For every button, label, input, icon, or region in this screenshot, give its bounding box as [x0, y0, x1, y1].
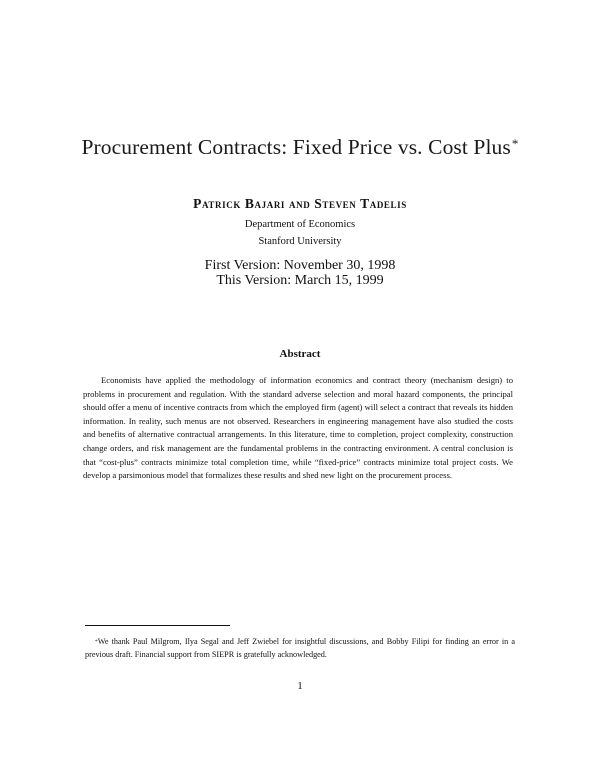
university: Stanford University — [258, 236, 342, 247]
title-text: Procurement Contracts: Fixed Price vs. Cost Plus — [81, 135, 511, 159]
authors: Patrick Bajari and Steven Tadelis — [193, 196, 407, 211]
department: Department of Economics — [244, 219, 356, 230]
abstract-heading: Abstract — [279, 348, 321, 360]
paper-title — [40, 134, 560, 160]
footnote — [85, 636, 515, 661]
footnote-divider — [85, 625, 230, 626]
footnote-text: We thank Paul Milgrom, Ilya Segal and Jeff Zwiebel for insightful discussions, and Bobby Filipi for finding an error in a previous draft. Financial support from SIEPR is gratefully acknowledged. — [85, 637, 515, 659]
abstract-body: Economists have applied the methodology of information economics and contract theory (mechanism design) to problems in procurement and regulation. With the standard adverse selection and moral hazard components, the principal should offer a menu of incentive contracts from which the employed firm (agent) will select a contract that reveals its hidden information. In reality, such menus are not observed. Researchers in engineering management have also studied the costs and benefits of alternative contractual arrangements. In this literature, time to completion, project complexity, construction change orders, and risk management are the fundamental problems in the contracting environment. A central conclusion is that “cost-plus” contracts minimize total completion time, while “fixed-price” contracts minimize total project costs. We develop a parsimonious model that formalizes these results and shed new light on the procurement process. — [83, 375, 513, 481]
page-number: 1 — [297, 680, 303, 692]
first-version-date: First Version: November 30, 1998 — [204, 258, 396, 273]
title-footnote-mark[interactable]: * — [511, 136, 519, 151]
this-version-date: This Version: March 15, 1999 — [216, 273, 384, 288]
footnote-mark: * — [95, 639, 98, 645]
